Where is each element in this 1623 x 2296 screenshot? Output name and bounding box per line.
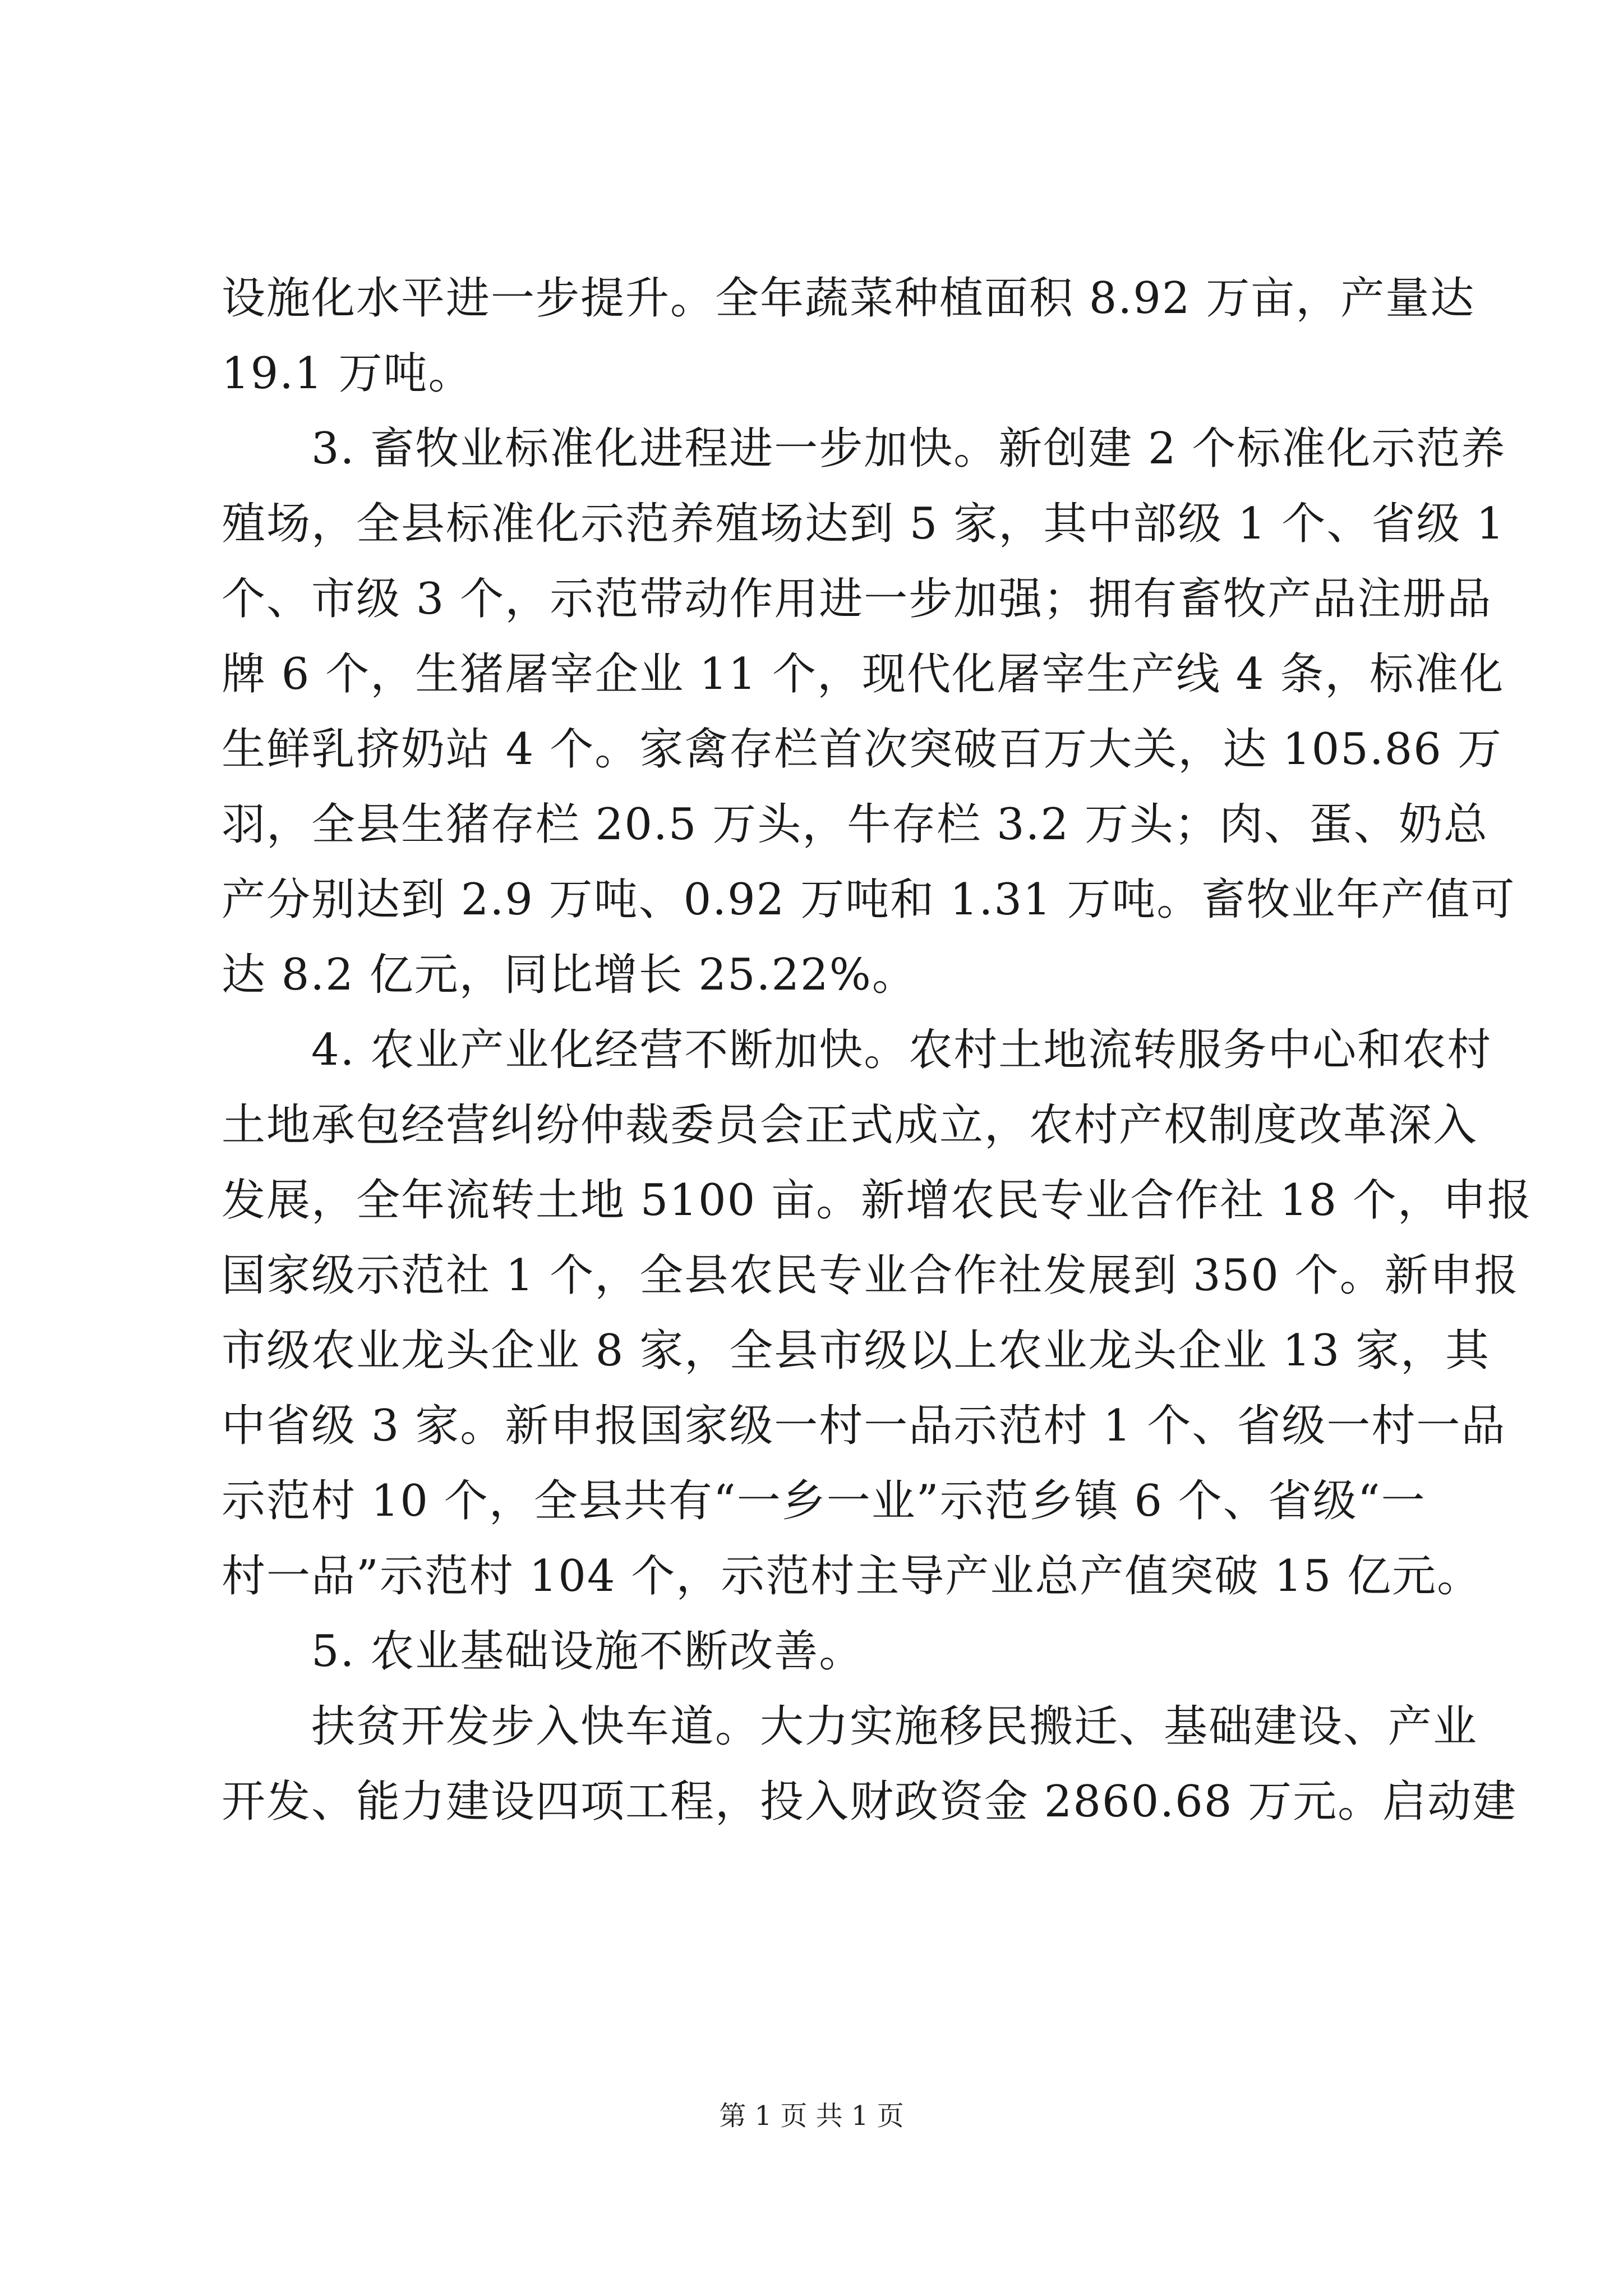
text-line: 个、市级 3 个，示范带动作用进一步加强；拥有畜牧产品注册品 — [222, 574, 1492, 624]
text-line: 土地承包经营纠纷仲裁委员会正式成立，农村产权制度改革深入 — [222, 1100, 1478, 1151]
text-line: 4. 农业产业化经营不断加快。农村土地流转服务中心和农村 — [311, 1025, 1492, 1075]
text-line: 发展，全年流转土地 5100 亩。新增农民专业合作社 18 个，申报 — [222, 1175, 1532, 1226]
text-line: 殖场，全县标准化示范养殖场达到 5 家，其中部级 1 个、省级 1 — [222, 499, 1505, 549]
text-line: 示范村 10 个，全县共有“一乡一业”示范乡镇 6 个、省级“一 — [222, 1476, 1426, 1526]
text-line: 生鲜乳挤奶站 4 个。家禽存栏首次突破百万大关，达 105.86 万 — [222, 724, 1502, 775]
text-line: 19.1 万吨。 — [222, 348, 473, 399]
text-line: 扶贫开发步入快车道。大力实施移民搬迁、基础建设、产业 — [311, 1701, 1478, 1752]
text-line: 村一品”示范村 104 个，示范村主导产业总产值突破 15 亿元。 — [222, 1551, 1482, 1602]
document-body — [222, 261, 1532, 1839]
text-line: 5. 农业基础设施不断改善。 — [311, 1626, 864, 1677]
text-line: 开发、能力建设四项工程，投入财政资金 2860.68 万元。启动建 — [222, 1777, 1518, 1827]
text-line: 牌 6 个，生猪屠宰企业 11 个，现代化屠宰生产线 4 条，标准化 — [222, 649, 1505, 700]
text-line: 设施化水平进一步提升。全年蔬菜种植面积 8.92 万亩，产量达 — [222, 273, 1476, 324]
text-line: 达 8.2 亿元，同比增长 25.22%。 — [222, 950, 917, 1000]
page-footer: 第 1 页 共 1 页 — [719, 2100, 904, 2132]
text-line: 羽，全县生猪存栏 20.5 万头，牛存栏 3.2 万头；肉、蛋、奶总 — [222, 799, 1488, 850]
text-line: 产分别达到 2.9 万吨、0.92 万吨和 1.31 万吨。畜牧业年产值可 — [222, 875, 1516, 925]
text-line: 3. 畜牧业标准化进程进一步加快。新创建 2 个标准化示范养 — [311, 424, 1506, 474]
text-line: 市级农业龙头企业 8 家，全县市级以上农业龙头企业 13 家，其 — [222, 1326, 1491, 1376]
text-line: 国家级示范社 1 个，全县农民专业合作社发展到 350 个。新申报 — [222, 1250, 1519, 1301]
text-line: 中省级 3 家。新申报国家级一村一品示范村 1 个、省级一村一品 — [222, 1401, 1506, 1451]
